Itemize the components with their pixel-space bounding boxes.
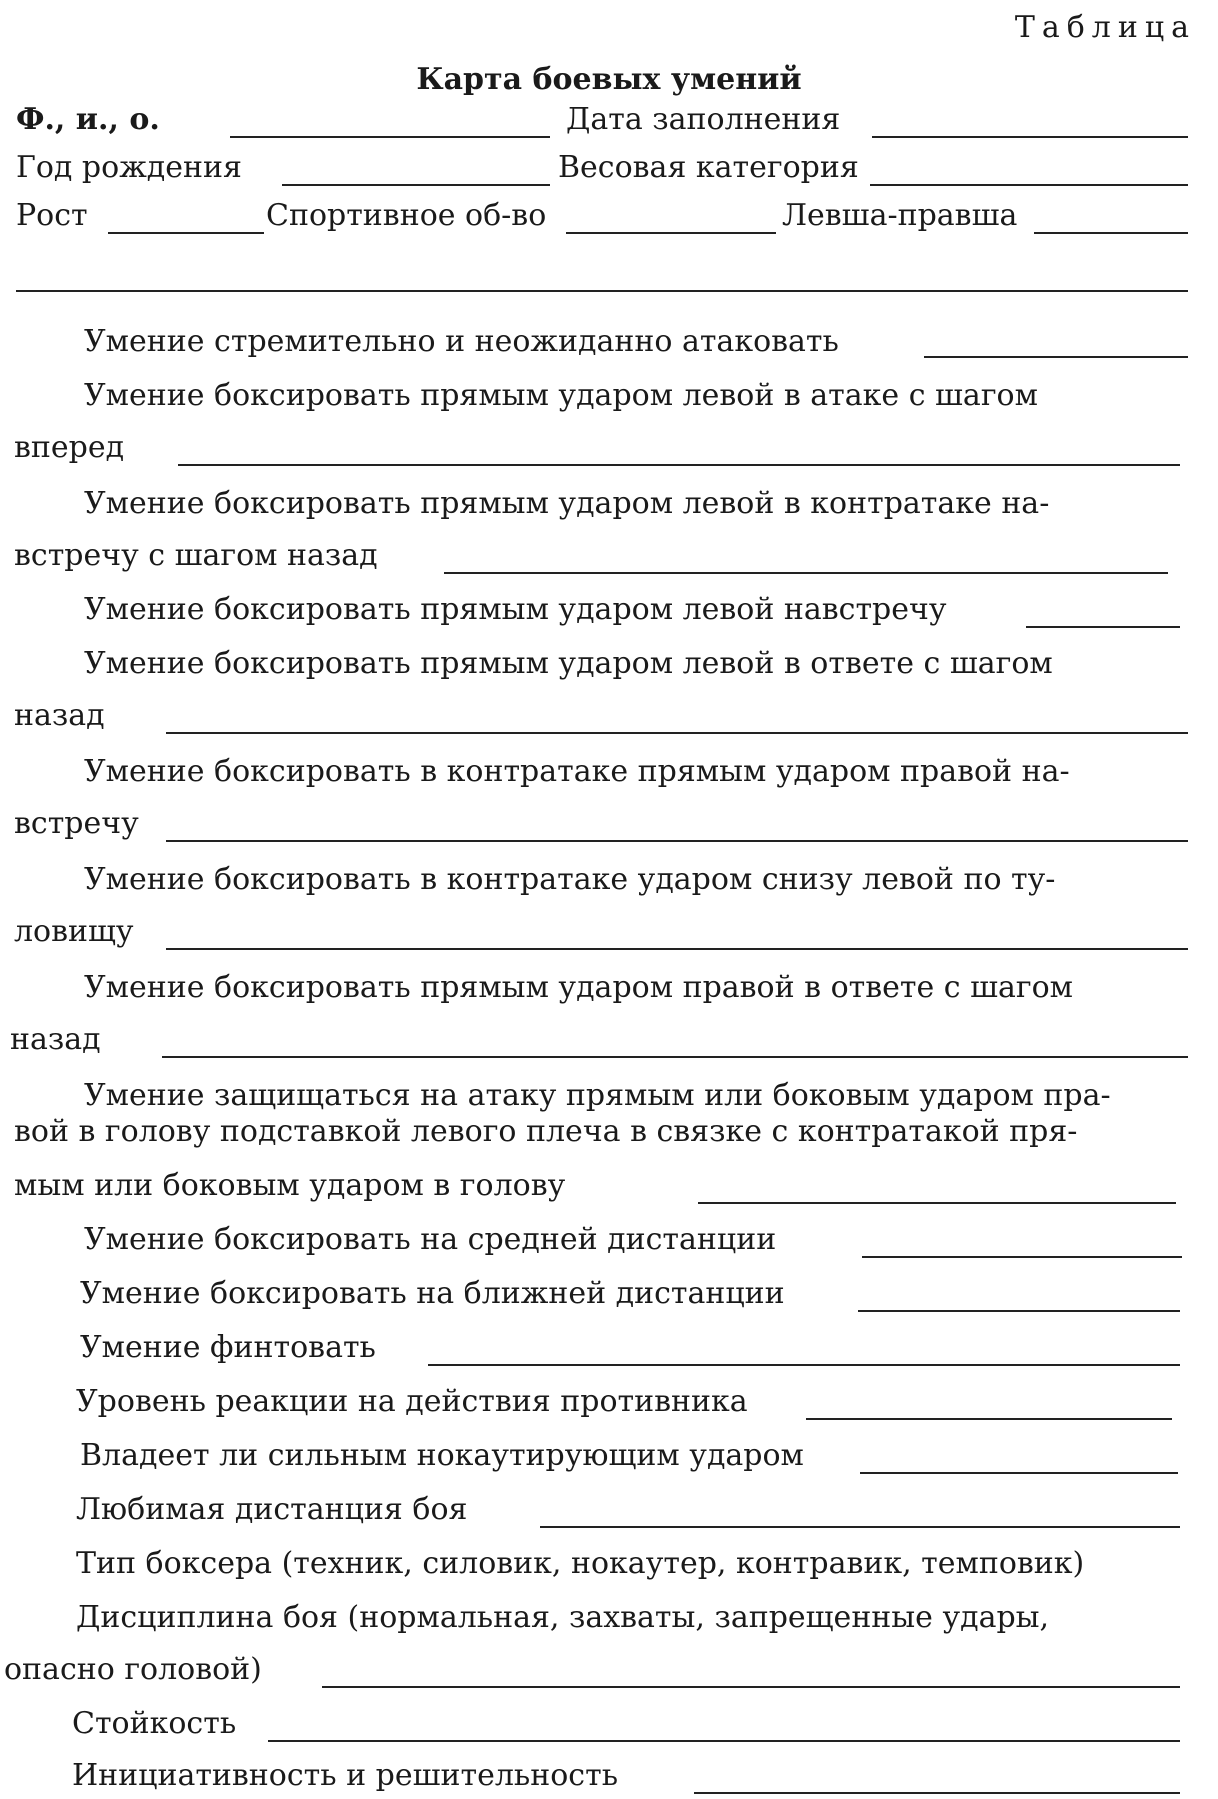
item-7-text-line2: ловищу <box>14 914 134 949</box>
item-7-text-line1: Умение боксировать в контратаке ударом снизу левой по ту- <box>84 862 1056 897</box>
item-11-text: Умение боксировать на ближней дистанции <box>80 1276 785 1311</box>
item-1-text: Умение стремительно и неожиданно атаковать <box>84 324 839 359</box>
item-10-text: Умение боксировать на средней дистанции <box>84 1222 777 1257</box>
item-6-text-line2: встречу <box>14 806 139 841</box>
table-label: Таблица <box>1014 10 1196 45</box>
item-8-field[interactable] <box>162 1056 1188 1058</box>
height-field[interactable] <box>108 232 264 234</box>
weight-class-label: Весовая категория <box>558 150 859 185</box>
item-3-field[interactable] <box>444 572 1168 574</box>
item-9-text-line1: Умение защищаться на атаку прямым или боковым ударом пра- <box>84 1078 1111 1113</box>
item-12-text: Умение финтовать <box>80 1330 376 1365</box>
item-17-field[interactable] <box>322 1686 1180 1688</box>
item-17-text-line2: опасно головой) <box>4 1652 262 1687</box>
item-15-field[interactable] <box>540 1526 1180 1528</box>
sports-society-field[interactable] <box>566 232 776 234</box>
item-13-field[interactable] <box>806 1418 1172 1420</box>
item-17-text-line1: Дисциплина боя (нормальная, захваты, запрещенные удары, <box>76 1600 1050 1635</box>
item-7-field[interactable] <box>166 948 1188 950</box>
item-14-text: Владеет ли сильным нокаутирующим ударом <box>80 1438 804 1473</box>
item-18-text: Стойкость <box>72 1706 237 1741</box>
item-16-text: Тип боксера (техник, силовик, нокаутер, контравик, темповик) <box>76 1546 1085 1581</box>
item-11-field[interactable] <box>858 1310 1180 1312</box>
item-9-text-line2: вой в голову подставкой левого плеча в связке с контратакой пря- <box>14 1114 1078 1149</box>
item-6-field[interactable] <box>166 840 1188 842</box>
item-19-text: Инициативность и решительность <box>72 1758 619 1793</box>
item-18-field[interactable] <box>268 1740 1180 1742</box>
sports-society-label: Спортивное об-во <box>266 198 547 233</box>
item-8-text-line2: назад <box>10 1022 101 1057</box>
item-1-field[interactable] <box>924 356 1188 358</box>
left-right-label: Левша-правша <box>782 198 1018 233</box>
item-5-field[interactable] <box>166 732 1188 734</box>
item-8-text-line1: Умение боксировать прямым ударом правой в ответе с шагом <box>84 970 1073 1005</box>
fio-field[interactable] <box>230 136 550 138</box>
item-10-field[interactable] <box>862 1256 1182 1258</box>
item-4-text: Умение боксировать прямым ударом левой навстречу <box>84 592 947 627</box>
item-4-field[interactable] <box>1026 626 1180 628</box>
item-3-text-line2: встречу с шагом назад <box>14 538 378 573</box>
item-9-text-line3: мым или боковым ударом в голову <box>14 1168 566 1203</box>
header-separator <box>16 290 1188 292</box>
fill-date-field[interactable] <box>872 136 1188 138</box>
item-2-field[interactable] <box>178 464 1180 466</box>
fill-date-label: Дата заполнения <box>566 102 841 137</box>
item-15-text: Любимая дистанция боя <box>76 1492 468 1527</box>
left-right-field[interactable] <box>1034 232 1188 234</box>
item-3-text-line1: Умение боксировать прямым ударом левой в контратаке на- <box>84 486 1050 521</box>
item-9-field[interactable] <box>698 1202 1176 1204</box>
form-title: Карта боевых умений <box>416 62 802 97</box>
item-12-field[interactable] <box>428 1364 1180 1366</box>
item-2-text-line1: Умение боксировать прямым ударом левой в атаке с шагом <box>84 378 1038 413</box>
item-5-text-line2: назад <box>14 698 105 733</box>
fio-label: Ф., и., о. <box>16 102 160 137</box>
item-6-text-line1: Умение боксировать в контратаке прямым ударом правой на- <box>84 754 1070 789</box>
birth-year-field[interactable] <box>282 184 550 186</box>
height-label: Рост <box>16 198 88 233</box>
item-19-field[interactable] <box>694 1792 1180 1794</box>
item-13-text: Уровень реакции на действия противника <box>76 1384 748 1419</box>
item-5-text-line1: Умение боксировать прямым ударом левой в ответе с шагом <box>84 646 1053 681</box>
item-14-field[interactable] <box>860 1472 1178 1474</box>
birth-year-label: Год рождения <box>16 150 242 185</box>
weight-class-field[interactable] <box>870 184 1188 186</box>
item-2-text-line2: вперед <box>14 430 125 465</box>
